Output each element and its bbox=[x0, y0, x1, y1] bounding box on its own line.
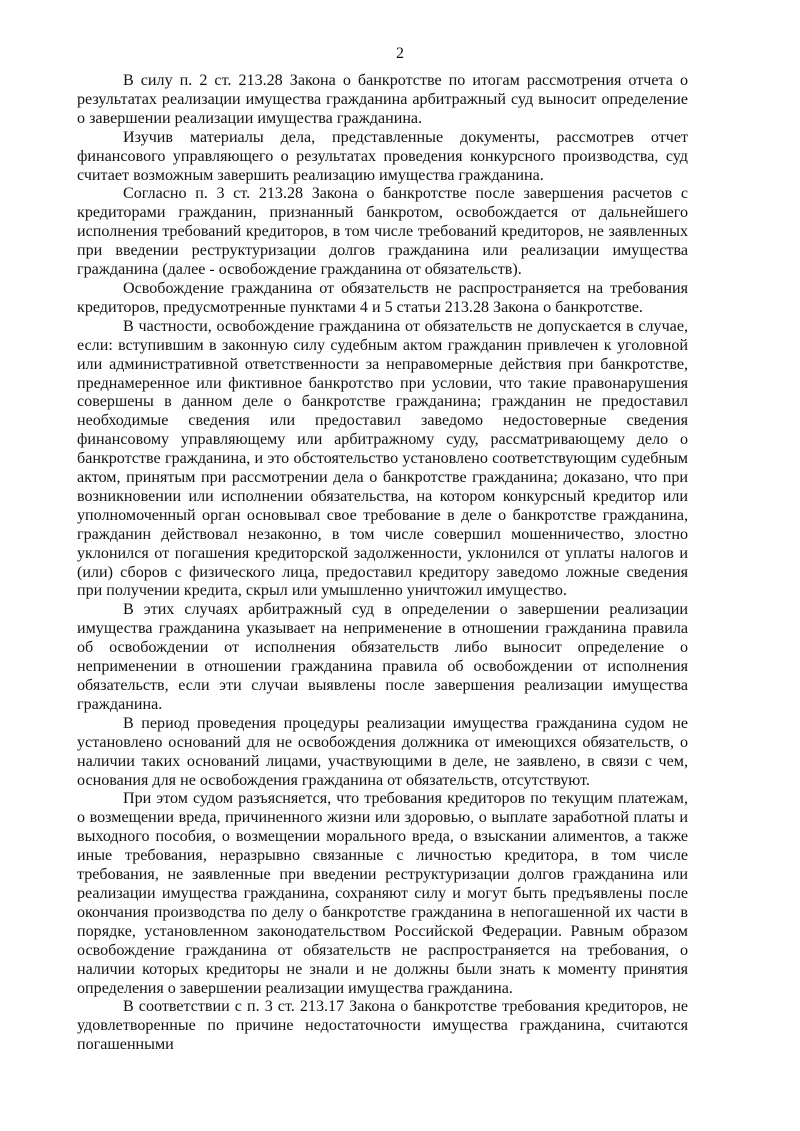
paragraph-court-review: Изучив материалы дела, представленные документы, рассмотрев отчет финансового управляющего о результатах проведения конкурсного производства, суд считает возможным завершить реализацию имущества гражданина. bbox=[77, 128, 688, 184]
paragraph-release-from-obligations: Согласно п. 3 ст. 213.28 Закона о банкротстве после завершения расчетов с кредиторами гражданин, признанный банкротом, освобождается от дальнейшего исполнения требований кредиторов, в том числе требований кредиторов, не заявленных при введении реструктуризации долгов гражданина или реализации имущества гражданина (далее - освобождение гражданина от обязательств). bbox=[77, 185, 688, 279]
paragraph-release-not-allowed-cases: В частности, освобождение гражданина от обязательств не допускается в случае, если: вступившим в законную силу судебным актом гражданин привлечен к уголовной или административной ответственности за неправомерные действия при банкротстве, преднамеренное или фиктивное банкротство при условии, что такие правонарушения совершены в данном деле о банкротстве гражданина; гражданин не предоставил необходимые сведения или предоставил заведомо недостоверные сведения финансовому управляющему или арбитражному суду, рассматривающему дело о банкротстве гражданина, и это обстоятельство установлено соответствующим судебным актом, принятым при рассмотрении дела о банкротстве гражданина; доказано, что при возникновении или исполнении обязательства, на котором конкурсный кредитор или уполномоченный орган основывал свое требование в деле о банкротстве гражданина, гражданин действовал незаконно, в том числе совершил мошенничество, злостно уклонился от погашения кредиторской задолженности, уклонился от уплаты налогов и (или) сборов с физического лица, предоставил кредитору заведомо ложные сведения при получении кредита, скрыл или умышленно уничтожил имущество. bbox=[77, 317, 688, 600]
paragraph-release-exceptions: Освобождение гражданина от обязательств не распространяется на требования кредиторов, предусмотренные пунктами 4 и 5 статьи 213.28 Закона о банкротстве. bbox=[77, 279, 688, 316]
document-body bbox=[77, 72, 688, 1055]
paragraph-no-grounds-found: В период проведения процедуры реализации имущества гражданина судом не установлено оснований для не освобождения должника от имеющихся обязательств, о наличии таких оснований лицами, участвующими в деле, не заявлено, в связи с чем, основания для не освобождения гражданина от обязательств, отсутствуют. bbox=[77, 714, 688, 789]
paragraph-completion-rule: В силу п. 2 ст. 213.28 Закона о банкротстве по итогам рассмотрения отчета о результатах реализации имущества гражданина арбитражный суд выносит определение о завершении реализации имущества гражданина. bbox=[77, 72, 688, 127]
paragraph-court-determination: В этих случаях арбитражный суд в определении о завершении реализации имущества гражданина указывает на неприменение в отношении гражданина правила об освобождении от исполнения обязательств либо выносит определение о неприменении в отношении гражданина правила об освобождении от исполнения обязательств, если эти случаи выявлены после завершения реализации имущества гражданина. bbox=[77, 601, 688, 713]
paragraph-claims-repaid: В соответствии с п. 3 ст. 213.17 Закона о банкротстве требования кредиторов, не удовлетворенные по причине недостаточности имущества гражданина, считаются погашенными bbox=[77, 998, 688, 1054]
page-number: 2 bbox=[396, 45, 404, 62]
paragraph-court-clarification: При этом судом разъясняется, что требования кредиторов по текущим платежам, о возмещении вреда, причиненного жизни или здоровью, о выплате заработной платы и выходного пособия, о возмещении морального вреда, о взыскании алиментов, а также иные требования, неразрывно связанные с личностью кредитора, в том числе требования, не заявленные при введении реструктуризации долгов гражданина или реализации имущества гражданина, сохраняют силу и могут быть предъявлены после окончания производства по делу о банкротстве гражданина в непогашенной их части в порядке, установленном законодательством Российской Федерации. Равным образом освобождение гражданина от обязательств не распространяется на требования, о наличии которых кредиторы не знали и не должны были знать к моменту принятия определения о завершении реализации имущества гражданина. bbox=[77, 790, 688, 997]
